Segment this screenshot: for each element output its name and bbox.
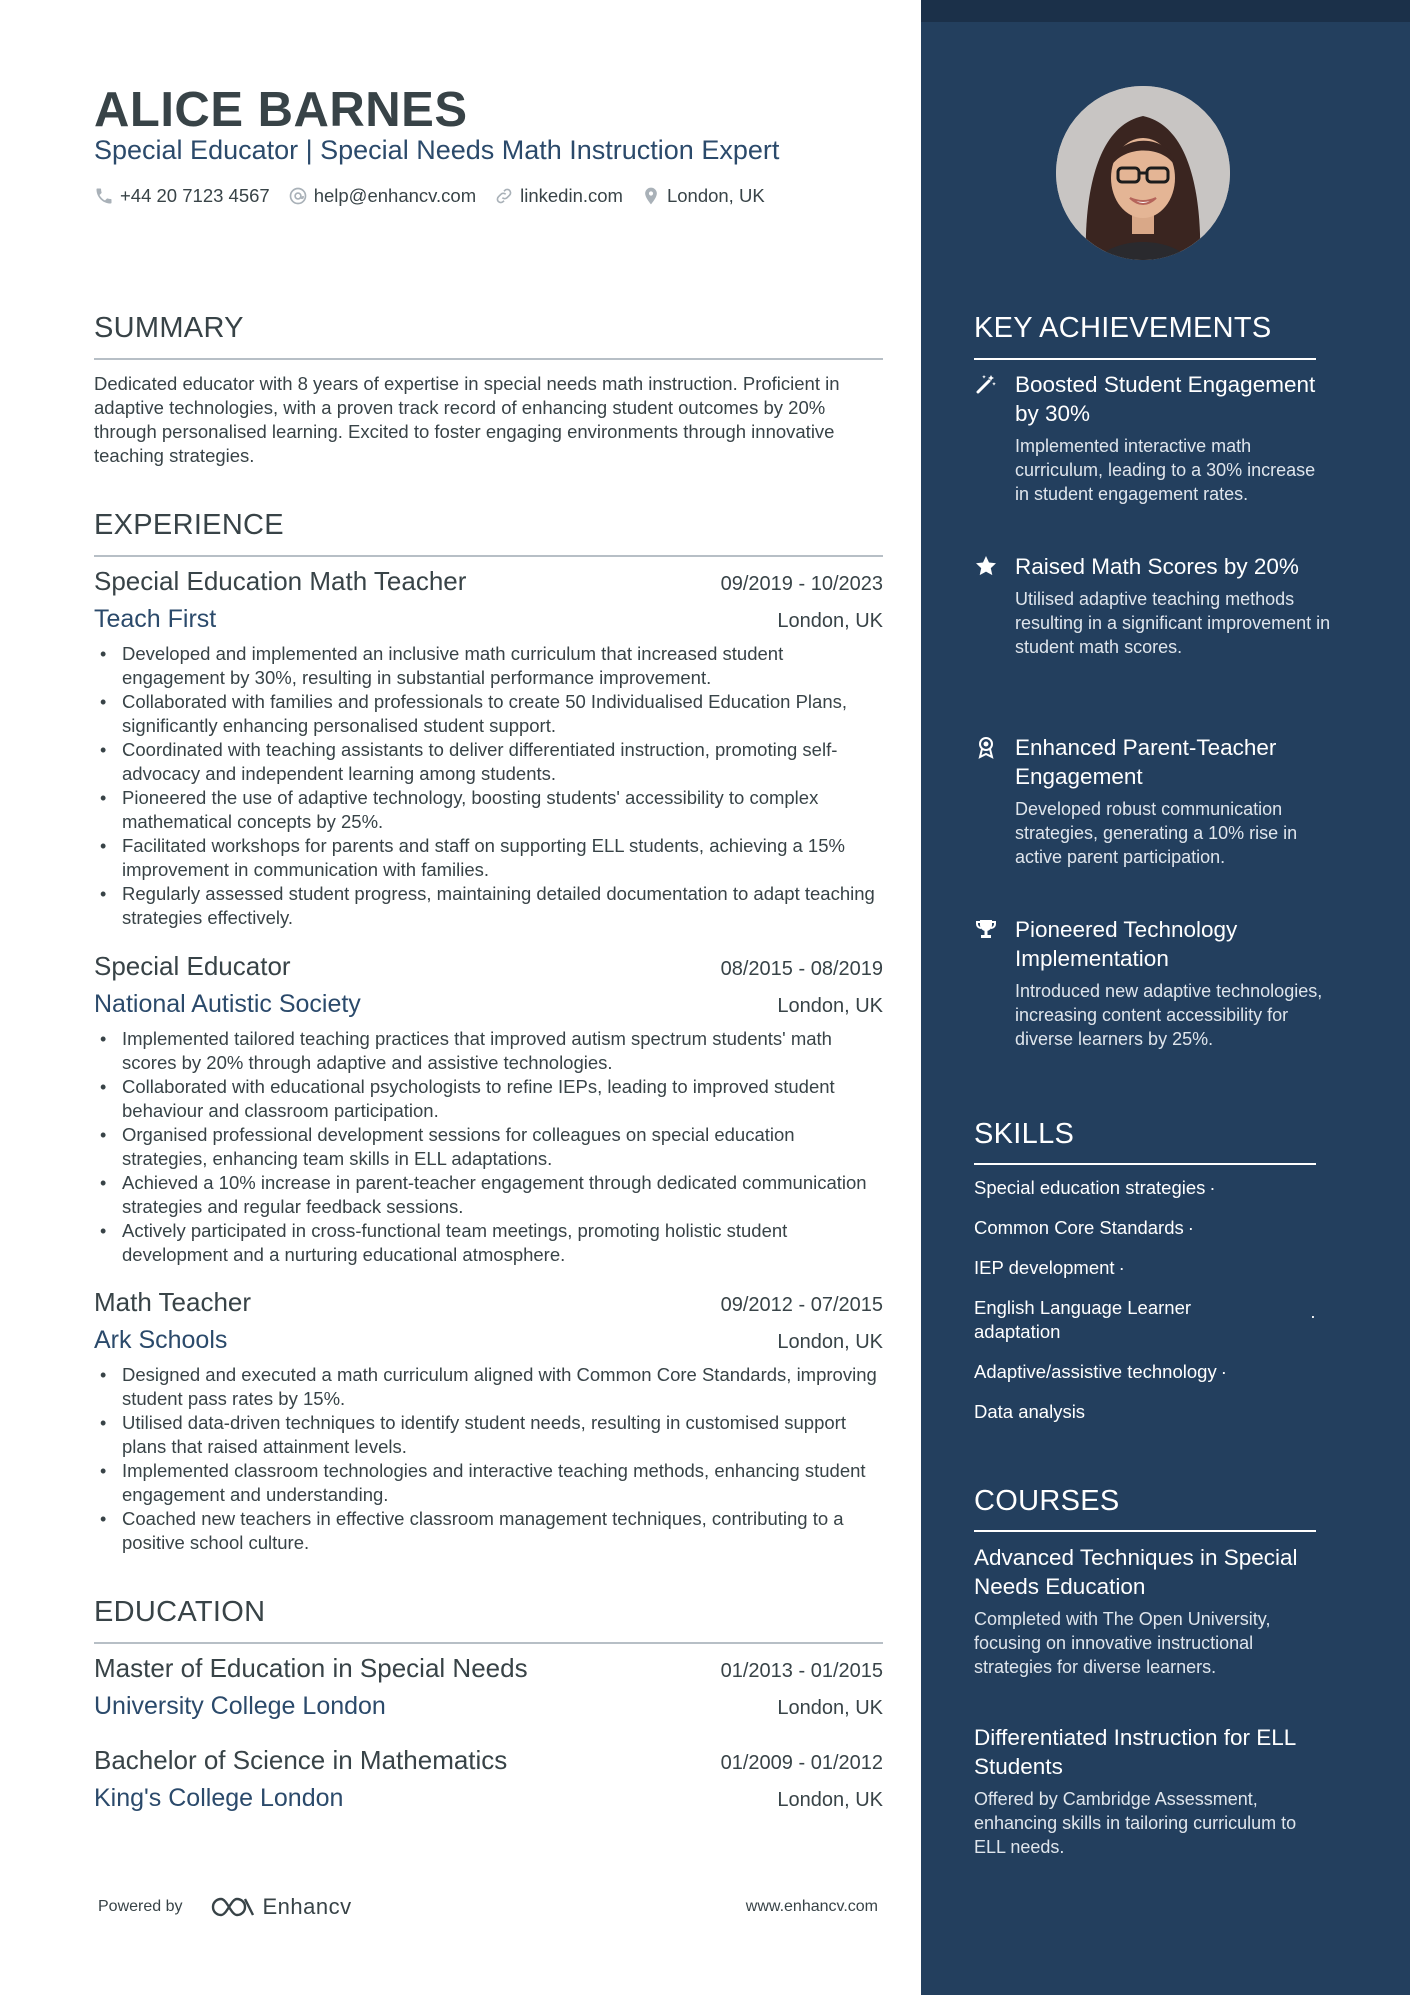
course-item (974, 1723, 1316, 1859)
course-description: Completed with The Open University, focusing on innovative instructional strategies for diverse learners. (974, 1609, 1271, 1677)
skills-list (974, 1176, 1316, 1440)
candidate-name: ALICE BARNES (94, 83, 468, 137)
degree-title: Master of Education in Special Needs (94, 1653, 528, 1683)
enhancv-logo-icon (209, 1894, 257, 1920)
job-entry (94, 566, 883, 930)
skill-separator: · (1118, 1257, 1125, 1278)
job-bullets (94, 1027, 883, 1267)
location-text: London, UK (666, 185, 765, 206)
at-icon (288, 186, 308, 206)
contact-phone[interactable] (94, 185, 270, 207)
job-dates: 08/2015 - 08/2019 (720, 958, 883, 980)
contact-email[interactable] (288, 185, 476, 207)
job-bullet: • Collaborated with educational psychologists to refine IEPs, leading to improved student behaviour and classroom participation. (94, 1075, 883, 1123)
job-title: Math Teacher (94, 1287, 252, 1317)
degree-dates: 01/2009 - 01/2012 (720, 1752, 883, 1774)
job-bullets (94, 642, 883, 930)
location-icon (641, 186, 661, 206)
achievements-heading: KEY ACHIEVEMENTS (974, 312, 1272, 344)
summary-text: Dedicated educator with 8 years of expertise in special needs math instruction. Proficient in adaptive technologies, with a proven track record of enhancing student outcomes by 20% through personalised learning. Excited to foster engaging environments through innovative teaching strategies. (94, 373, 840, 466)
education-divider (94, 1642, 883, 1644)
job-bullet: • Coached new teachers in effective classroom management techniques, contributing to a positive school culture. (94, 1507, 883, 1555)
skill-label: Special education strategies (974, 1177, 1206, 1198)
course-item (974, 1543, 1316, 1679)
course-title: Differentiated Instruction for ELL Students (974, 1725, 1296, 1779)
job-bullets (94, 1363, 883, 1555)
powered-by-label: Powered by (98, 1898, 183, 1915)
phone-icon (94, 186, 114, 206)
powered-by[interactable] (98, 1894, 352, 1920)
school-name: King's College London (94, 1784, 344, 1812)
skills-divider (974, 1163, 1316, 1165)
footer-website-link[interactable]: www.enhancv.com (745, 1898, 878, 1915)
job-company: National Autistic Society (94, 990, 361, 1018)
job-dates: 09/2012 - 07/2015 (720, 1294, 883, 1316)
link-icon (494, 186, 514, 206)
achievement-title: Boosted Student Engagement by 30% (1015, 372, 1316, 426)
job-location: London, UK (777, 995, 883, 1017)
experience-divider (94, 555, 883, 557)
skill-separator: · (1209, 1177, 1216, 1198)
job-bullet: • Implemented classroom technologies and interactive teaching methods, enhancing student engagement and understanding. (94, 1459, 883, 1507)
achievement-description: Implemented interactive math curriculum, leading to a 30% increase in student engagement rates. (1015, 436, 1316, 504)
skill-label: Common Core Standards (974, 1217, 1184, 1238)
job-bullet: • Utilised data-driven techniques to identify student needs, resulting in customised support plans that raised attainment levels. (94, 1411, 883, 1459)
star-icon (974, 554, 998, 578)
achievement-description: Utilised adaptive teaching methods resulting in a significant improvement in student math scores. (1015, 589, 1331, 657)
summary-divider (94, 358, 883, 360)
courses-heading: COURSES (974, 1485, 1120, 1517)
skill-separator: · (1220, 1361, 1227, 1382)
education-entry (94, 1653, 883, 1721)
skill-label: Data analysis (974, 1401, 1086, 1422)
education-heading: EDUCATION (94, 1596, 266, 1628)
job-location: London, UK (777, 610, 883, 632)
job-bullet: • Designed and executed a math curriculum aligned with Common Core Standards, improving student pass rates by 15%. (94, 1363, 883, 1411)
skill-label: Adaptive/assistive technology (974, 1361, 1217, 1382)
achievement-description: Developed robust communication strategies, generating a 10% rise in active parent participation. (1015, 799, 1298, 867)
candidate-headline: Special Educator | Special Needs Math Instruction Expert (94, 135, 780, 165)
linkedin-text: linkedin.com (520, 185, 623, 206)
achievements-divider (974, 358, 1316, 360)
skills-heading: SKILLS (974, 1118, 1075, 1150)
job-bullet: • Achieved a 10% increase in parent-teacher engagement through dedicated communication strategies and regular feedback sessions. (94, 1171, 883, 1219)
contact-location (641, 185, 765, 207)
job-bullet: • Facilitated workshops for parents and staff on supporting ELL students, achieving a 15% improvement in communication with families. (94, 834, 883, 882)
job-entry (94, 951, 883, 1267)
skill-item (974, 1400, 1316, 1424)
job-title: Special Educator (94, 951, 291, 981)
trophy-icon (974, 917, 998, 941)
achievement-item (974, 552, 1334, 659)
job-company: Teach First (94, 605, 217, 633)
award-ribbon-icon (974, 735, 998, 759)
enhancv-brand: Enhancv (262, 1894, 352, 1919)
job-dates: 09/2019 - 10/2023 (720, 573, 883, 595)
skill-item (974, 1360, 1316, 1384)
sidebar-top-band (921, 0, 1410, 22)
avatar (1056, 86, 1230, 260)
education-entry (94, 1745, 883, 1813)
magic-wand-icon (974, 372, 998, 396)
skill-item (974, 1296, 1316, 1344)
summary-heading: SUMMARY (94, 312, 244, 344)
phone-text: +44 20 7123 4567 (120, 185, 270, 206)
email-text: help@enhancv.com (313, 185, 477, 206)
school-location: London, UK (777, 1789, 883, 1811)
school-location: London, UK (777, 1697, 883, 1719)
courses-divider (974, 1530, 1316, 1532)
achievement-item (974, 370, 1334, 506)
job-bullet: • Pioneered the use of adaptive technology, boosting students' accessibility to complex mathematical concepts by 25%. (94, 786, 883, 834)
job-bullet: • Coordinated with teaching assistants to deliver differentiated instruction, promoting self-advocacy and independent learning among students. (94, 738, 883, 786)
skill-separator: · (1187, 1217, 1194, 1238)
degree-title: Bachelor of Science in Mathematics (94, 1745, 508, 1775)
job-company: Ark Schools (94, 1326, 228, 1354)
job-location: London, UK (777, 1331, 883, 1353)
school-name: University College London (94, 1692, 386, 1720)
contact-linkedin[interactable] (494, 185, 623, 207)
achievement-item (974, 915, 1334, 1051)
sidebar (921, 0, 1410, 1995)
experience-heading: EXPERIENCE (94, 509, 284, 541)
skill-item (974, 1256, 1316, 1280)
course-title: Advanced Techniques in Special Needs Education (974, 1545, 1298, 1599)
contact-bar (94, 185, 783, 207)
achievement-title: Enhanced Parent-Teacher Engagement (1015, 735, 1277, 789)
job-entry (94, 1287, 883, 1555)
job-bullet: • Implemented tailored teaching practices that improved autism spectrum students' math scores by 20% through adaptive and assistive technologies. (94, 1027, 883, 1075)
skill-label: IEP development (974, 1257, 1115, 1278)
job-bullet: • Organised professional development sessions for colleagues on special education strategies, enhancing team skills in ELL adaptations. (94, 1123, 883, 1171)
skill-item (974, 1176, 1316, 1200)
job-bullet: • Developed and implemented an inclusive math curriculum that increased student engagement by 30%, resulting in substantial performance improvement. (94, 642, 883, 690)
achievement-title: Pioneered Technology Implementation (1015, 917, 1238, 971)
job-title: Special Education Math Teacher (94, 566, 467, 596)
achievement-description: Introduced new adaptive technologies, increasing content accessibility for diverse learners by 25%. (1015, 981, 1323, 1049)
skill-separator: · (1309, 1305, 1316, 1326)
achievement-title: Raised Math Scores by 20% (1015, 554, 1299, 579)
skill-label: English Language Learner adaptation (974, 1297, 1192, 1342)
achievement-item (974, 733, 1334, 869)
footer (98, 1894, 878, 1920)
skill-item (974, 1216, 1316, 1240)
job-bullet: • Regularly assessed student progress, maintaining detailed documentation to adapt teaching strategies effectively. (94, 882, 883, 930)
job-bullet: • Collaborated with families and professionals to create 50 Individualised Education Plans, significantly enhancing personalised student support. (94, 690, 883, 738)
course-description: Offered by Cambridge Assessment, enhancing skills in tailoring curriculum to ELL needs. (974, 1789, 1297, 1857)
degree-dates: 01/2013 - 01/2015 (720, 1660, 883, 1682)
portrait-photo (1056, 86, 1230, 260)
job-bullet: • Actively participated in cross-functional team meetings, promoting holistic student development and a nurturing educational atmosphere. (94, 1219, 883, 1267)
